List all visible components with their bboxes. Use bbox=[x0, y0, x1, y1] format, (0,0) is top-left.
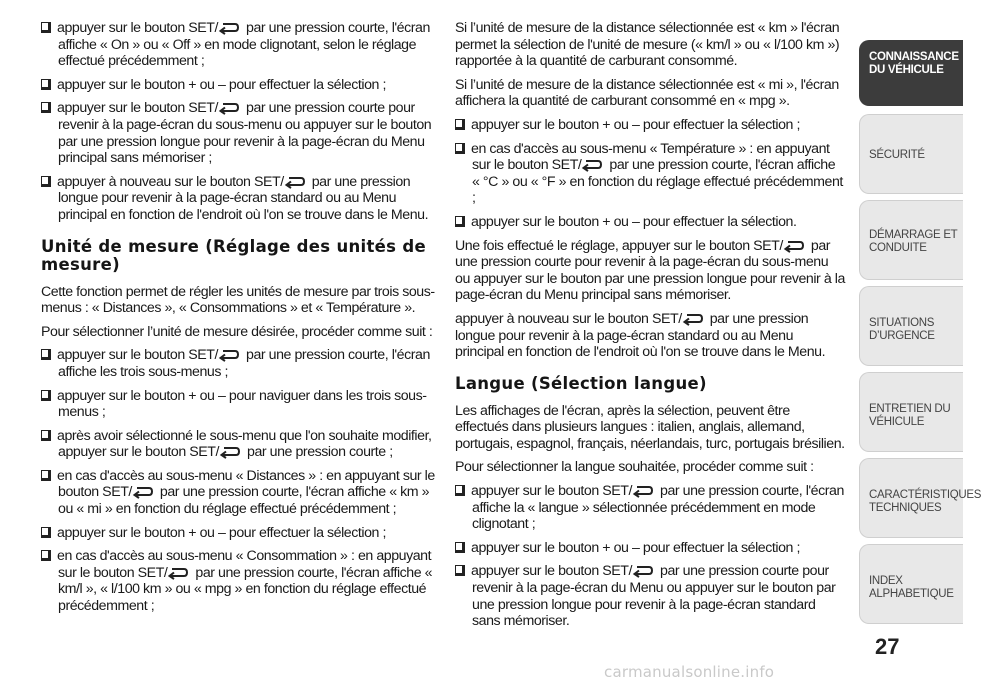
checkbox-bullet-icon bbox=[41, 527, 51, 538]
list-item: appuyer sur le bouton + ou – pour effectuer la sélection. bbox=[455, 214, 845, 231]
list-item: appuyer sur le bouton + ou – pour effectuer la sélection ; bbox=[41, 77, 436, 94]
list-item: après avoir sélectionné le sous-menu que l'on souhaite modifier, appuyer sur le bouton SET/ par une pression courte ; bbox=[41, 428, 436, 461]
list-item: en cas d'accès au sous-menu « Distances » : en appuyant sur le bouton SET/ par une pression courte, l'écran affiche « km » ou « mi » en fonction du réglage effectué précédemment ; bbox=[41, 468, 436, 518]
list-item: appuyer sur le bouton SET/ par une pression courte, l'écran affiche « On » ou « Off » en mode clignotant, selon le réglage effectué précédemment ; bbox=[41, 20, 436, 70]
checkbox-bullet-icon bbox=[41, 349, 51, 360]
checkbox-bullet-icon bbox=[41, 470, 51, 481]
list-item: appuyer sur le bouton SET/ par une pression courte pour revenir à la page-écran du Menu ou appuyer sur le bouton par une pression longue pour revenir à la page-écran standard sans mémoriser. bbox=[455, 563, 845, 629]
tab-situations-d-urgence[interactable]: SITUATIONS D’URGENCE bbox=[859, 286, 963, 366]
checkbox-bullet-icon bbox=[455, 216, 465, 227]
tab-connaissance-du-vehicule[interactable]: CONNAISSANCE DU VÉHICULE bbox=[859, 40, 963, 106]
list-item: appuyer sur le bouton SET/ par une pression courte, l'écran affiche les trois sous-menus ; bbox=[41, 347, 436, 380]
checkbox-bullet-icon bbox=[455, 542, 465, 553]
chapter-sidebar bbox=[859, 0, 981, 686]
paragraph: Pour sélectionner la langue souhaitée, procéder comme suit : bbox=[455, 459, 814, 476]
checkbox-bullet-icon bbox=[41, 390, 51, 401]
return-arrow-icon bbox=[581, 158, 603, 171]
checkbox-bullet-icon bbox=[41, 176, 51, 187]
checkbox-bullet-icon bbox=[41, 79, 51, 90]
list-item: appuyer sur le bouton + ou – pour effectuer la sélection ; bbox=[455, 117, 845, 134]
return-arrow-icon bbox=[218, 101, 240, 114]
return-arrow-icon bbox=[632, 564, 654, 577]
section-heading-units: Unité de mesure (Réglage des unités de mesure) bbox=[41, 236, 426, 274]
list-item: appuyer sur le bouton + ou – pour naviguer dans les trois sous-menus ; bbox=[41, 388, 436, 421]
paragraph: appuyer à nouveau sur le bouton SET/ par une pression longue pour revenir à la page-écran standard ou au Menu principal en fonction de l'endroit où l'on se trouve dans le Menu. bbox=[455, 310, 826, 361]
return-arrow-icon bbox=[218, 21, 240, 34]
checkbox-bullet-icon bbox=[455, 119, 465, 130]
checkbox-bullet-icon bbox=[41, 550, 51, 561]
list-item: appuyer sur le bouton SET/ par une pression courte, l'écran affiche la « langue » sélectionnée précédemment en mode clignotant ; bbox=[455, 483, 845, 533]
checkbox-bullet-icon bbox=[455, 485, 465, 496]
paragraph: Si l’unité de mesure de la distance sélectionnée est « mi », l'écran affichera la quantité de carburant consommé en « mpg ». bbox=[455, 76, 839, 110]
paragraph: Si l’unité de mesure de la distance sélectionnée est « km » l'écran permet la sélection de l'unité de mesure (« km/l » ou « l/100 km ») rapportée à la quantité de carburant consommé. bbox=[455, 20, 840, 70]
return-arrow-icon bbox=[783, 239, 805, 252]
page-number: 27 bbox=[875, 634, 900, 659]
checkbox-bullet-icon bbox=[455, 143, 465, 154]
paragraph: Les affichages de l'écran, après la sélection, peuvent être effectués dans plusieurs langues : italien, anglais, allemand, portugais, espagnol, français, néerlandais, turc, portugais brésilien. bbox=[455, 402, 845, 452]
checkbox-bullet-icon bbox=[41, 430, 51, 441]
tab-demarrage-et-conduite[interactable]: DÉMARRAGE ET CONDUITE bbox=[859, 200, 963, 280]
paragraph: Une fois effectué le réglage, appuyer sur le bouton SET/ par une pression courte pour revenir à la page-écran du sous-menu ou appuyer sur le bouton par une pression longue pour revenir à la page-écran du Menu principal sans mémoriser. bbox=[455, 237, 845, 304]
section-heading-language: Langue (Sélection langue) bbox=[455, 373, 707, 393]
list-item: appuyer sur le bouton SET/ par une pression courte pour revenir à la page-écran du sous-menu ou appuyer sur le bouton par une pression longue pour revenir à la page-écran du Menu principal sans mémoriser ; bbox=[41, 100, 436, 166]
tab-index-alphabetique[interactable]: INDEX ALPHABETIQUE bbox=[859, 544, 963, 624]
tab-entretien-du-vehicule[interactable]: ENTRETIEN DU VÉHICULE bbox=[859, 372, 963, 452]
list-item: appuyer sur le bouton + ou – pour effectuer la sélection ; bbox=[455, 540, 845, 557]
return-arrow-icon bbox=[219, 445, 241, 458]
list-item: en cas d'accès au sous-menu « Consommation » : en appuyant sur le bouton SET/ par une pression courte, l'écran affiche « km/l », « l/100 km » ou « mpg » en fonction du réglage effectué précédemment ; bbox=[41, 548, 436, 614]
checkbox-bullet-icon bbox=[455, 565, 465, 576]
paragraph: Pour sélectionner l’unité de mesure désirée, procéder comme suit : bbox=[41, 323, 433, 340]
left-column bbox=[41, 20, 436, 622]
tab-caracteristiques-techniques[interactable]: CARACTÉRISTIQUES TECHNIQUES bbox=[859, 458, 963, 538]
list-item: appuyer à nouveau sur le bouton SET/ par une pression longue pour revenir à la page-écran standard ou au Menu principal en fonction de l'endroit où l'on se trouve dans le Menu. bbox=[41, 174, 436, 224]
checkbox-bullet-icon bbox=[41, 22, 51, 33]
return-arrow-icon bbox=[132, 485, 154, 498]
list-item: en cas d'accès au sous-menu « Température » : en appuyant sur le bouton SET/ par une pression courte, l'écran affiche « °C » ou « °F » en fonction du réglage effectué précédemment ; bbox=[455, 141, 845, 207]
watermark: carmanualsonline.info bbox=[604, 663, 775, 681]
paragraph: Cette fonction permet de régler les unités de mesure par trois sous-menus : « Distances », « Consommations » et « Température ». bbox=[41, 283, 435, 317]
checkbox-bullet-icon bbox=[41, 102, 51, 113]
return-arrow-icon bbox=[167, 566, 189, 579]
list-item: appuyer sur le bouton + ou – pour effectuer la sélection ; bbox=[41, 525, 436, 542]
tab-securite[interactable]: SÉCURITÉ bbox=[859, 114, 963, 194]
return-arrow-icon bbox=[632, 484, 654, 497]
return-arrow-icon bbox=[682, 312, 704, 325]
return-arrow-icon bbox=[218, 348, 240, 361]
right-column bbox=[455, 20, 845, 637]
return-arrow-icon bbox=[284, 175, 306, 188]
